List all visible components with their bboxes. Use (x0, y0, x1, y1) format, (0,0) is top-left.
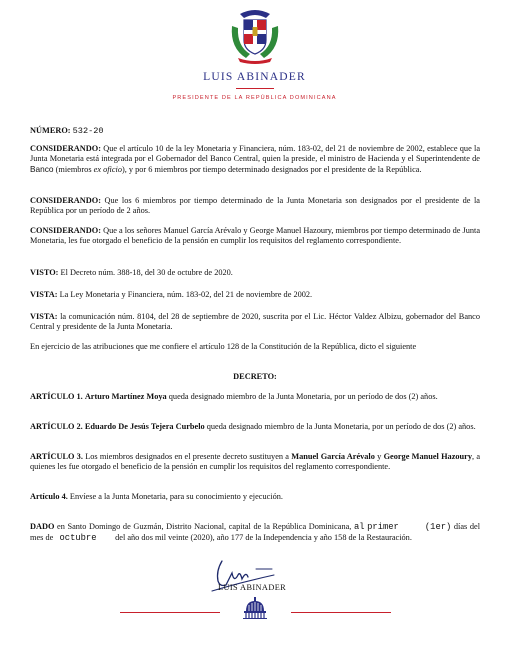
article-label: ARTÍCULO 2. (30, 422, 83, 431)
article-text: Los miembros designados en el presente decreto sustituyen a (85, 452, 289, 461)
president-name-header: LUIS ABINADER (203, 71, 306, 83)
article-label: ARTÍCULO 3. (30, 452, 83, 461)
visto-1 (30, 268, 480, 278)
dado-paragraph (30, 522, 480, 543)
considerando-text-3: ), y por 6 miembros por tiempo determinado designados por el presidente de la República. (121, 165, 422, 174)
article-text: Envíese a la Junta Monetaria, para su conocimiento y ejecución. (69, 492, 283, 501)
decree-title (30, 372, 480, 382)
number-label: NÚMERO: (30, 126, 71, 135)
footer-line-left (120, 612, 220, 613)
decree-title-text: DECRETO: (233, 372, 277, 381)
exercise-paragraph: En ejercicio de las atribuciones que me confiere el artículo 128 de la Constitución de la República, dicto el siguiente (30, 342, 417, 351)
president-title-header: PRESIDENTE DE LA REPÚBLICA DOMINICANA (172, 95, 337, 101)
header-divider (236, 88, 274, 89)
vista-label: VISTA: (30, 312, 58, 321)
considerando-label: CONSIDERANDO: (30, 226, 101, 235)
typed-day-number: (1er) (424, 522, 452, 532)
footer-line-right (291, 612, 391, 613)
decree-number (30, 126, 480, 136)
visto-label: VISTO: (30, 268, 59, 277)
considerando-text: Que el artículo 10 de la ley Monetaria y Financiera, núm. 183-02, del 21 de noviembre de 2002, establece que la Junta Monetaria está integrada por el Gobernador del Banco Central, quien la preside, el ministro de Hacienda y el Superintendente de (30, 144, 480, 163)
visto-text: El Decreto núm. 388-18, del 30 de octubre de 2020. (60, 268, 233, 277)
banco-word: Banco (30, 164, 54, 174)
considerando-text: Que a los señores Manuel García Arévalo y George Manuel Hazoury, miembros por tiempo determinado de Junta Monetaria, les fue otorgado el beneficio de la pensión en cumplir los requisitos del reglamento correspondiente. (30, 226, 481, 245)
dado-label: DADO (30, 522, 55, 531)
considerando-text-2: (miembros (55, 165, 92, 174)
article-name-1: Manuel García Arévalo (291, 452, 375, 461)
dado-text-1: en Santo Domingo de Guzmán, Distrito Nacional, capital de la República Dominicana, (57, 522, 352, 531)
article-name-2: George Manuel Hazoury (383, 452, 472, 461)
palace-dome-icon (242, 597, 268, 619)
considerando-3 (30, 226, 480, 246)
article-text: queda designado miembro de la Junta Monetaria, por un período de dos (2) años. (206, 422, 476, 431)
article-name: Eduardo De Jesús Tejera Curbelo (84, 422, 205, 431)
considerando-1 (30, 144, 480, 175)
dado-text-2: días del mes de (30, 522, 481, 542)
vista-3 (30, 312, 480, 332)
considerando-text: Que los 6 miembros por tiempo determinado de la Junta Monetaria son designados por el presidente de la República por un período de 2 años. (30, 196, 480, 215)
considerando-2 (30, 196, 480, 216)
typed-month: octubre (59, 532, 97, 543)
vista-label: VISTA: (30, 290, 58, 299)
article-text: queda designado miembro de la Junta Monetaria, por un período de dos (2) años. (168, 392, 438, 401)
article-and: y (377, 452, 382, 461)
vista-text: la comunicación núm. 8104, del 28 de septiembre de 2020, suscrita por el Lic. Héctor Valdez Albizu, gobernador del Banco Central y presidente de la Junta Monetaria. (30, 312, 480, 331)
vista-text: La Ley Monetaria y Financiera, núm. 183-02, del 21 de noviembre de 2002. (59, 290, 313, 299)
typed-al: al (353, 522, 365, 532)
article-4 (30, 492, 480, 502)
coat-of-arms-icon (226, 8, 284, 64)
vista-2 (30, 290, 480, 300)
considerando-label: CONSIDERANDO: (30, 144, 101, 153)
article-text-2: , a quienes les fue otorgado el beneficio de la pensión en cumplir los requisitos del reglamento correspondiente. (30, 452, 481, 471)
article-name: Arturo Martínez Moya (84, 392, 167, 401)
number-value: 532-20 (72, 126, 104, 136)
article-3 (30, 452, 480, 472)
article-label: Artículo 4. (30, 492, 68, 501)
article-1 (30, 392, 480, 402)
article-2 (30, 422, 480, 432)
dado-text-3: del año dos mil veinte (2020), año 177 de la Independencia y año 158 de la Restauración. (115, 532, 412, 542)
article-label: ARTÍCULO 1. (30, 392, 83, 401)
considerando-label: CONSIDERANDO: (30, 196, 101, 205)
signatory-name: LUIS ABINADER (218, 583, 287, 592)
ex-oficio: ex oficio (93, 165, 122, 174)
typed-day-word: primer (367, 522, 399, 532)
